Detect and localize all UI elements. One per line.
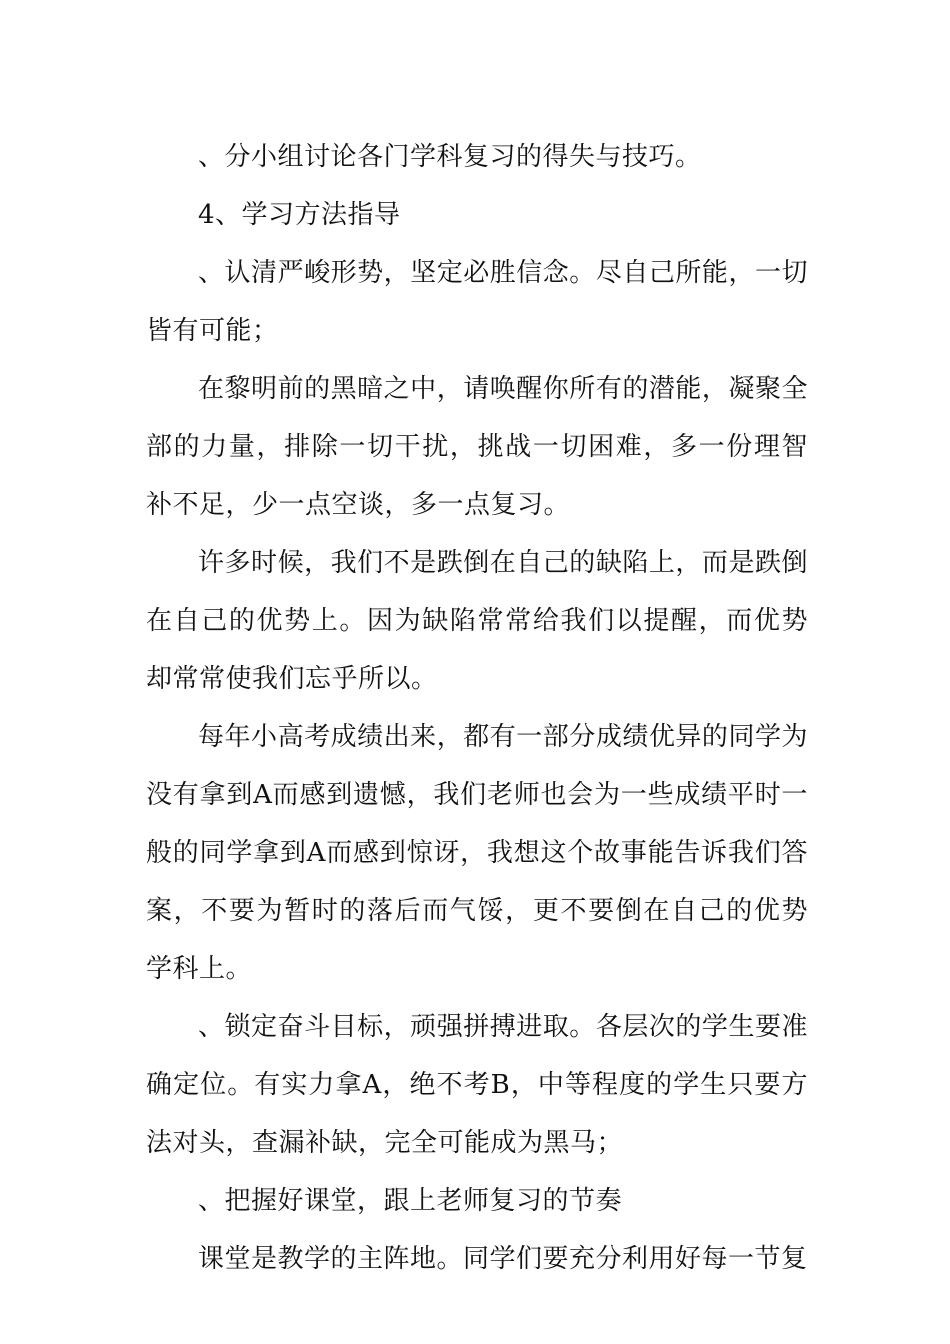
paragraph-exam-results: 每年小高考成绩出来，都有一部分成绩优异的同学为没有拿到A而感到遗憾，我们老师也会为一些成绩平时一般的同学拿到A而感到惊讶，我想这个故事能告诉我们答案，不要为暂时的落后而气馁，更不要倒在自己的优势学科上。: [146, 722, 808, 984]
paragraph-classroom-heading: 、把握好课堂，跟上老师复习的节奏: [198, 1186, 623, 1216]
paragraph-awaken-potential: 在黎明前的黑暗之中，请唤醒你所有的潜能，凝聚全部的力量，排除一切干扰，挑战一切困难，多一份理智补不足，少一点空谈，多一点复习。: [146, 374, 808, 520]
paragraph-group-discussion: 、分小组讨论各门学科复习的得失与技巧。: [198, 142, 702, 172]
paragraph-recognize-situation: 、认清严峻形势，坚定必胜信念。尽自己所能，一切皆有可能；: [146, 258, 808, 346]
paragraph-heading-study-methods: 4、学习方法指导: [198, 200, 401, 230]
paragraph-strengths-weaknesses: 许多时候，我们不是跌倒在自己的缺陷上，而是跌倒在自己的优势上。因为缺陷常常给我们以提醒，而优势却常常使我们忘乎所以。: [146, 548, 808, 694]
document-body: [146, 128, 808, 1288]
paragraph-lock-goals: 、锁定奋斗目标，顽强拼搏进取。各层次的学生要准确定位。有实力拿A，绝不考B，中等程度的学生只要方法对头，查漏补缺，完全可能成为黑马；: [146, 1012, 808, 1158]
paragraph-classroom-body: 课堂是教学的主阵地。同学们要充分利用好每一节复: [198, 1244, 808, 1274]
